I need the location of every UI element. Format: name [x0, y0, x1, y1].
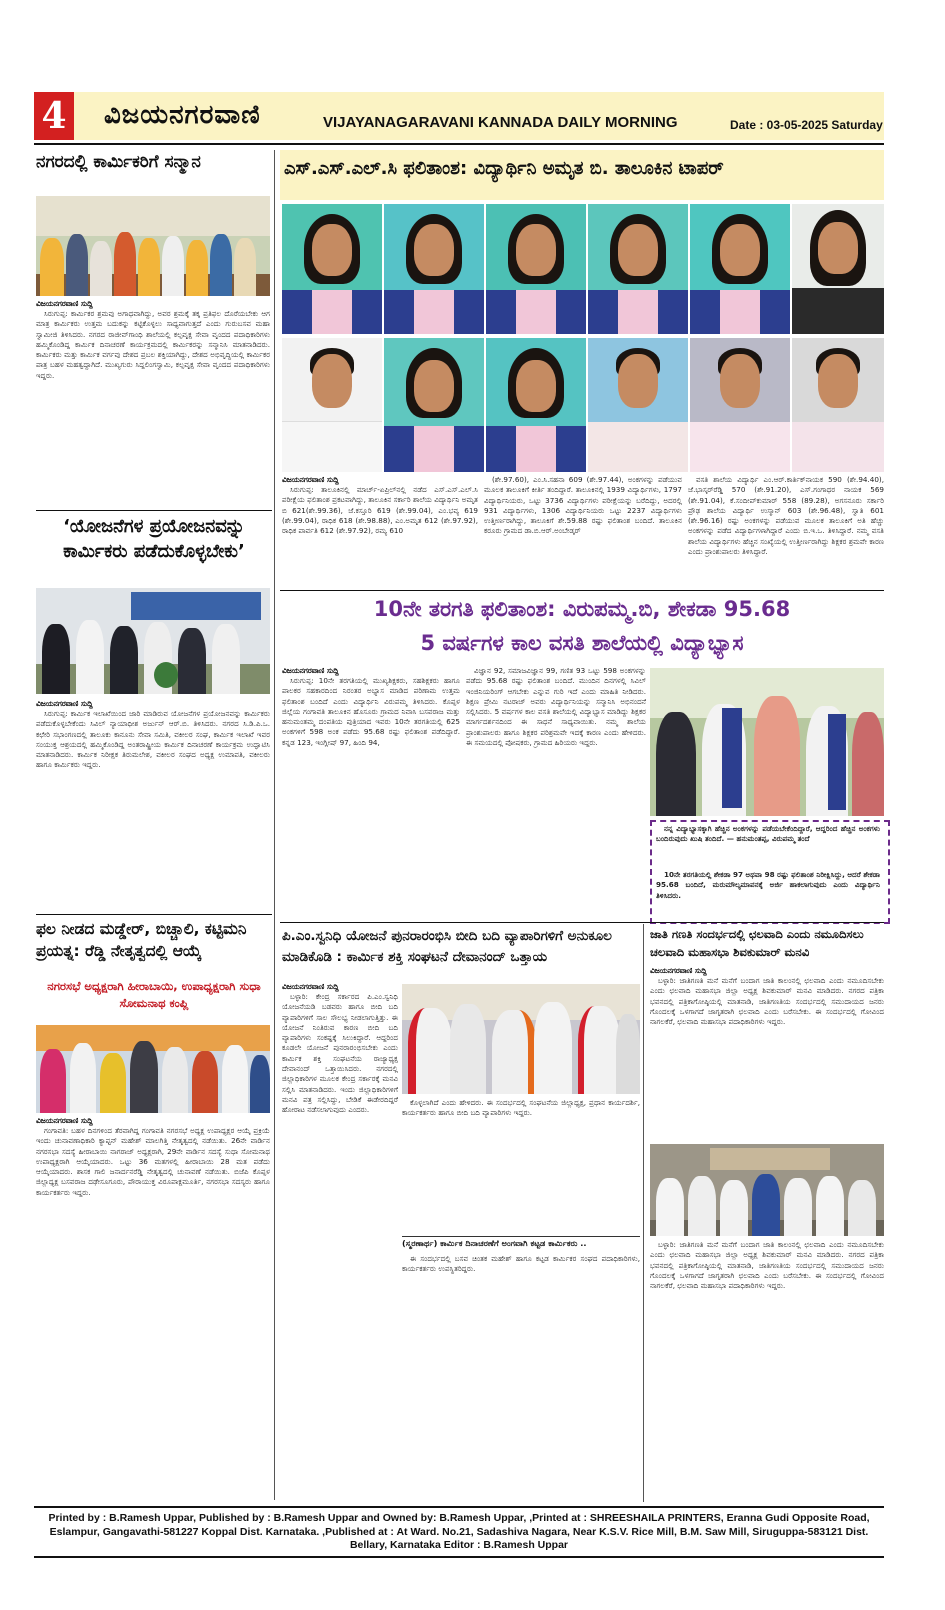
- caste-body: ಬಳ್ಳಾರಿ: ಜಾತಿಗಣತಿ ಮನೆ ಮನೆಗೆ ಬಂದಾಗ ಜಾತಿ ಕಾಲಂನಲ್ಲಿ ಛಲವಾದಿ ಎಂದು ನಮೂದಿಸಬೇಕು ಎಂದು ಛಲವಾದಿ ಮಹಾಸಭಾ ಜಿಲ್ಲಾ ಅಧ್ಯಕ್ಷ ಶಿವಕುಮಾರ್ ಮನವಿ ಮಾಡಿದರು. ನಗರದ ಪತ್ರಿಕಾ ಭವನದಲ್ಲಿ ಪತ್ರಿಕಾಗೋಷ್ಠಿಯಲ್ಲಿ ಮಾತನಾಡಿ, ಜಾತಿಗಣತಿಯ ಸಂದರ್ಭದಲ್ಲಿ ಸಮುದಾಯದ ಜನರು ಗೊಂದಲಕ್ಕೆ ಒಳಗಾಗದೆ ಜಾಗೃತರಾಗಿ ಛಲವಾದಿ ಎಂದು ಬರೆಸಬೇಕು. ಈ ಸಂದರ್ಭದಲ್ಲಿ ಗೋವಿಂದ ನಾಗಲಕೆರೆ, ಛಲವಾದಿ ಮಹಾಸಭಾ ಪದಾಧಿಕಾರಿಗಳು ಇದ್ದರು.: [650, 976, 884, 1027]
- pm-box-title: (ಸ್ಮರಣಾರ್ಥ) ಕಾರ್ಮಿಕ ದಿನಾಚರಣೆಗೆ ಅಂಗವಾಗಿ ಕಟ್ಟಡ ಕಾರ್ಮಿಕರು ..: [402, 1238, 587, 1248]
- pm-photo: [402, 984, 640, 1094]
- caste-photo: [650, 1144, 884, 1236]
- imprint-line-1: Printed by : B.Ramesh Uppar, Published by : B.Ramesh Uppar and Owned by: B.Ramesh Uppar, ,Printed at : SHREESHAILA PRINTERS, Eranna Gudi Opposite Road,: [48, 1512, 870, 1524]
- result-body-col1: ಸಿರುಗುಪ್ಪ: 10ನೇ ತರಗತಿಯಲ್ಲಿ ಮುಖ್ಯಶಿಕ್ಷಕರು, ಸಹಶಿಕ್ಷಕರು ಹಾಗೂ ಪಾಲಕರ ಸಹಕಾರದಿಂದ ನಿರಂತರ ಅಭ್ಯಾಸ ಮಾಡಿದ ಪರಿಣಾಮ ಉತ್ತಮ ಫಲಿತಾಂಶ ಬಂದಿದೆ ಎಂದು ವಿದ್ಯಾರ್ಥಿನಿ ವಿರುಪಮ್ಮ ತಿಳಿಸಿದರು. ಕೊಪ್ಪಳ ಜಿಲ್ಲೆಯ ಗಂಗಾವತಿ ತಾಲೂಕಿನ ಹೊಸೂರು ಗ್ರಾಮದ ನಿವಾಸಿ ಬಸವರಾಜ ಮತ್ತು ಹನುಮಂತಮ್ಮ ದಂಪತಿಯ ಪುತ್ರಿಯಾದ ಇವರು 10ನೇ ತರಗತಿಯಲ್ಲಿ 625 ಅಂಕಗಳಿಗೆ 598 ಅಂಕ ಪಡೆದು 95.68 ರಷ್ಟು ಫಲಿತಾಂಶ ಪಡೆದಿದ್ದಾರೆ. ಕನ್ನಡ 123, ಇಂಗ್ಲೀಷ್ 97, ಹಿಂದಿ 94,: [282, 676, 460, 747]
- result-note-text: 10ನೇ ತರಗತಿಯಲ್ಲಿ ಶೇಕಡಾ 97 ಅಥವಾ 98 ರಷ್ಟು ಫಲಿತಾಂಶ ನಿರೀಕ್ಷಿಸಿದ್ದು, ಆದರೆ ಶೇಕಡಾ 95.68 ಬಂದಿದೆ, ಮರುಮೌಲ್ಯಮಾಪನಕ್ಕೆ ಅರ್ಜಿ ಹಾಕಲಾಗುವುದು ಎಂದು ವಿದ್ಯಾರ್ಥಿನಿ ತಿಳಿಸಿದರು.: [656, 870, 880, 900]
- left-story3-body: ಗಂಗಾವತಿ: ಬಹಳ ದಿನಗಳಿಂದ ತೆರವಾಗಿದ್ದ ಗಂಗಾವತಿ ನಗರಸಭೆ ಅಧ್ಯಕ್ಷ ಉಪಾಧ್ಯಕ್ಷರ ಆಯ್ಕೆ ಪ್ರಕ್ರಿಯೆ ಇಂದು ಚುನಾವಣಾಧಿಕಾರಿ ಕ್ಯಾಪ್ಟನ್ ಮಹೇಶ್ ಮಾಲಗಿತ್ತಿ ನೇತೃತ್ವದಲ್ಲಿ ನಡೆಯಿತು. 26ನೇ ವಾರ್ಡಿನ ನಗರಸಭಾ ಸದಸ್ಯೆ ಹೀರಾಬಾಯಿ ನಾಗರಾಜ್ ಅಧ್ಯಕ್ಷರಾಗಿ, 29ನೇ ವಾರ್ಡಿನ ಸದಸ್ಯೆ ಸುಧಾ ಸೋಮನಾಥ ಉಪಾಧ್ಯಕ್ಷರಾಗಿ ಆಯ್ಕೆಯಾದರು. ಒಟ್ಟು 36 ಮತಗಳಲ್ಲಿ ಹೀರಾಬಾಯಿ 28 ಮತ ಪಡೆದು ಆಯ್ಕೆಯಾದರು. ಶಾಸಕ ಗಾಲಿ ಜನಾರ್ದನರೆಡ್ಡಿ ನೇತೃತ್ವದಲ್ಲಿ ಚುನಾವಣೆ ನಡೆಯಿತು. ಬಿಜೆಪಿ ಕೊಪ್ಪಳ ಜಿಲ್ಲಾಧ್ಯಕ್ಷ ಬಸವರಾಜ ದಢೇಸೂಗೂರು, ಪೌರಾಯುಕ್ತ ವಿರೂಪಾಕ್ಷಮೂರ್ತಿ, ನಗರಸಭಾ ಸದಸ್ಯರು ಹಾಗೂ ಕಾರ್ಯಕರ್ತರು ಇದ್ದರು.: [36, 1126, 270, 1197]
- result-headline-2: 5 ವರ್ಷಗಳ ಕಾಲ ವಸತಿ ಶಾಲೆಯಲ್ಲಿ ವಿದ್ಯಾಭ್ಯಾಸ: [420, 631, 744, 655]
- topper-portrait: [384, 338, 484, 472]
- ssl-body-col3: ವಸತಿ ಶಾಲೆಯ ವಿದ್ಯಾರ್ಥಿ ಎಂ.ಆರ್.ಕಾರ್ತಿಕ್‌ನಾಯಕ 590 (ಶೇ.94.40), ಜೆ.ಭಾಸ್ಕರ್‌ರೆಡ್ಡಿ 570 (ಶೇ.91.20), ಎಸ್.ಗಂಗಾಧರ ನಾಯಕ 569 (ಶೇ.91.04), ಕೆ.ಸಂದೀಪ್‌ಕುಮಾರ್ 558 (89.28), ಅಗಸನೂರು ಸರ್ಕಾರಿ ಪ್ರೌಢ ಶಾಲೆಯ ವಿದ್ಯಾರ್ಥಿ ಉಸ್ಮಾನ್ 603 (ಶೇ.96.48), ಸ್ವಾತಿ 601 (ಶೇ.96.16) ರಷ್ಟು ಅಂಕಗಳನ್ನು ಪಡೆಯುವ ಮೂಲಕ ತಾಲೂಕಿಗೆ ಅತಿ ಹೆಚ್ಚು ಅಂಕಗಳನ್ನು ಪಡೆದ ವಿದ್ಯಾರ್ಥಿಗಳಾಗಿದ್ದಾರೆ ಎಂದು ಬಿ.ಇ.ಒ. ತಿಳಿಸಿದ್ದಾರೆ. ನಮ್ಮ ವಸತಿ ಶಾಲೆಯ ವಿದ್ಯಾರ್ಥಿಗಳು ಹೆಚ್ಚಿನ ಸಂಖ್ಯೆಯಲ್ಲಿ ಉತ್ತೀರ್ಣರಾಗಿದ್ದು ಶಿಕ್ಷಕರ ಶ್ರಮವೇ ಕಾರಣ ಎಂದು ಪ್ರಾಂಶುಪಾಲರು ತಿಳಿಸಿದ್ದಾರೆ.: [688, 475, 884, 557]
- result-body-col2: ವಿಜ್ಞಾನ 92, ಸಮಾಜವಿಜ್ಞಾನ 99, ಗಣಿತ 93 ಒಟ್ಟು 598 ಅಂಕಗಳನ್ನು ಪಡೆದು 95.68 ರಷ್ಟು ಫಲಿತಾಂಶ ಬಂದಿದೆ. ಮುಂದಿನ ದಿನಗಳಲ್ಲಿ ಸಿವಿಲ್ ಇಂಜಿನಿಯರಿಂಗ್ ಆಗಬೇಕು ಎನ್ನುವ ಗುರಿ ಇದೆ ಎಂದು ಮಾಹಿತಿ ನೀಡಿದರು. ಶಿಕ್ಷಣ ಪ್ರೇಮಿ ನಟರಾಜ್ ಅವರು ವಿದ್ಯಾರ್ಥಿನಿಯನ್ನು ಸನ್ಮಾನಿಸಿ ಅಭಿನಂದನೆ ಸಲ್ಲಿಸಿದರು. 5 ವರ್ಷಗಳ ಕಾಲ ವಸತಿ ಶಾಲೆಯಲ್ಲಿ ವಿದ್ಯಾಭ್ಯಾಸ ಮಾಡಿದ್ದು ಶಿಕ್ಷಕರ ಮಾರ್ಗದರ್ಶನದಿಂದ ಈ ಸಾಧನೆ ಸಾಧ್ಯವಾಯಿತು. ನಮ್ಮ ಶಾಲೆಯ ಪ್ರಾಂಶುಪಾಲರು ಹಾಗೂ ಶಿಕ್ಷಕರ ಪರಿಶ್ರಮವೇ ಇದಕ್ಕೆ ಕಾರಣ ಎಂದು ಹೇಳಿದರು. ಈ ಸಮಯದಲ್ಲಿ ಪೋಷಕರು, ಗ್ರಾಮದ ಹಿರಿಯರು ಇದ್ದರು.: [466, 666, 646, 748]
- topper-portrait: [690, 338, 790, 472]
- pm-box-body: ಈ ಸಂದರ್ಭದಲ್ಲಿ ಬಸವ ಚಿಂತಕ ಮಹೇಶ್ ಹಾಗೂ ಕಟ್ಟಡ ಕಾರ್ಮಿಕರ ಸಂಘದ ಪದಾಧಿಕಾರಿಗಳು, ಕಾರ್ಯಕರ್ತರು ಉಪಸ್ಥಿತರಿದ್ದರು.: [402, 1254, 640, 1274]
- ssl-byline: ವಿಜಯನಗರವಾಣಿ ಸುದ್ದಿ: [282, 475, 339, 484]
- left-story1-byline: ವಿಜಯನಗರವಾಣಿ ಸುದ್ದಿ: [36, 299, 93, 308]
- topper-portrait: [282, 204, 382, 334]
- pm-headline: ಪಿ.ಎಂ.ಸ್ವನಿಧಿ ಯೋಜನೆ ಪುನರಾರಂಭಿಸಿ ಬೀದಿ ಬದಿ ವ್ಯಾಪಾರಿಗಳಿಗೆ ಅನುಕೂಲ ಮಾಡಿಕೊಡಿ : ಕಾರ್ಮಿಕ ಶಕ್ತಿ ಸಂಘಟನೆ ದೇವಾನಂದ್ ಒತ್ತಾಯ: [282, 928, 612, 965]
- left-story1-body: ಸಿರುಗುಪ್ಪ: ಕಾರ್ಮಿಕರ ಶ್ರಮವು ಅಗಾಧವಾಗಿದ್ದು, ಅವರ ಶ್ರಮಕ್ಕೆ ತಕ್ಕ ಪ್ರತಿಫಲ ದೊರೆಯಬೇಕು ಆಗ ಮಾತ್ರ ಕಾರ್ಮಿಕರು ಉತ್ತಮ ಬದುಕನ್ನು ಕಟ್ಟಿಕೊಳ್ಳಲು ಸಾಧ್ಯವಾಗುತ್ತದೆ ಎಂದು ಗುರುಬಸವ ಮಹಾ ಸ್ವಾಮೀಜಿ ತಿಳಿಸಿದರು. ನಗರದ ರಾಜೀವ್‌ಗಾಂಧಿ ಶಾಲೆಯಲ್ಲಿ ಕಲ್ಪವೃಕ್ಷ ಸೇವಾ ವೃಂದದ ಪದಾಧಿಕಾರಿಗಳು ಹಮ್ಮಿಕೊಂಡಿದ್ದ ಕಾರ್ಮಿಕ ದಿನಾಚರಣೆ ಕಾರ್ಯಕ್ರಮದಲ್ಲಿ ಕಾರ್ಮಿಕರನ್ನು ಸನ್ಮಾನಿಸಿ ಮಾತನಾಡಿದರು. ಕಾರ್ಮಿಕರು ಮತ್ತು ಕಾರ್ಮಿಕ ವರ್ಗವು ದೇಶದ ಪ್ರಬಲ ಶಕ್ತಿಯಾಗಿದ್ದು, ದೇಶದ ಅಭಿವೃದ್ಧಿಯಲ್ಲಿ ಕಾರ್ಮಿಕರ ಪಾತ್ರ ಬಹಳ ಮಹತ್ವದ್ದಾಗಿದೆ. ಮುಖ್ಯಗುರು ಸಿದ್ದಲಿಂಗಸ್ವಾಮಿ, ಕಲ್ಪವೃಕ್ಷ ಸೇವಾ ವೃಂದದ ಪದಾಧಿಕಾರಿಗಳು ಇದ್ದರು.: [36, 309, 270, 380]
- masthead-rule: [34, 143, 884, 145]
- result-bottom-rule: [280, 922, 884, 923]
- pm-body-col1: ಬಳ್ಳಾರಿ: ಕೇಂದ್ರ ಸರ್ಕಾರದ ಪಿ.ಎಂ.ಸ್ವನಿಧಿ ಯೋಜನೆಯಡಿ ಬಡವರು ಹಾಗೂ ಬೀದಿ ಬದಿ ವ್ಯಾಪಾರಿಗಳಿಗೆ ಸಾಲ ಸೌಲಭ್ಯ ನೀಡಲಾಗುತ್ತಿತ್ತು. ಈ ಯೋಜನೆ ನಿಂತಿರುವ ಕಾರಣ ಬೀದಿ ಬದಿ ವ್ಯಾಪಾರಿಗಳು ಸಂಕಷ್ಟಕ್ಕೆ ಸಿಲುಕಿದ್ದಾರೆ. ಆದ್ದರಿಂದ ಕೂಡಲೇ ಯೋಜನೆ ಪುನರಾರಂಭಿಸಬೇಕು ಎಂದು ಕಾರ್ಮಿಕ ಶಕ್ತಿ ಸಂಘಟನೆಯ ರಾಜ್ಯಾಧ್ಯಕ್ಷ ದೇವಾನಂದ್ ಒತ್ತಾಯಿಸಿದರು. ನಗರದಲ್ಲಿ ಜಿಲ್ಲಾಧಿಕಾರಿಗಳ ಮೂಲಕ ಕೇಂದ್ರ ಸರ್ಕಾರಕ್ಕೆ ಮನವಿ ಸಲ್ಲಿಸಿ ಮಾತನಾಡಿದರು. ಇಂದು ಜಿಲ್ಲಾಧಿಕಾರಿಗಳಿಗೆ ಮನವಿ ಪತ್ರ ಸಲ್ಲಿಸಿದ್ದು, ಬೇಡಿಕೆ ಈಡೇರದಿದ್ದರೆ ಹೋರಾಟ ನಡೆಸಲಾಗುವುದು ಎಂದರು.: [282, 992, 398, 1115]
- left-story1-photo: [36, 196, 270, 296]
- result-byline: ವಿಜಯನಗರವಾಣಿ ಸುದ್ದಿ: [282, 666, 339, 675]
- topper-portrait: [588, 204, 688, 334]
- topper-portrait: [588, 338, 688, 472]
- imprint-line-3: Bellary, Karnataka Editor : B.Ramesh Uppar: [349, 1539, 569, 1551]
- caste-headline: ಜಾತಿ ಗಣತಿ ಸಂದರ್ಭದಲ್ಲಿ ಛಲವಾದಿ ಎಂದು ನಮೂದಿಸಲು ಚಲವಾದಿ ಮಹಾಸಭಾ ಶಿವಕುಮಾರ್ ಮನವಿ: [650, 927, 864, 959]
- paper-name-kannada: ವಿಜಯನಗರವಾಣಿ: [104, 100, 261, 130]
- topper-portrait: [486, 338, 586, 472]
- topper-portrait: [486, 204, 586, 334]
- caste-byline: ವಿಜಯನಗರವಾಣಿ ಸುದ್ದಿ: [650, 966, 707, 975]
- issue-date: Date : 03-05-2025 Saturday: [730, 118, 883, 132]
- result-quote-text: ನನ್ನ ವಿದ್ಯಾಭ್ಯಾಸಕ್ಕಾಗಿ ಹೆಚ್ಚಿನ ಅಂಕಗಳನ್ನು ಪಡೆಯಬೇಕೆಂದಿದ್ದಾರೆ, ಆದ್ದರಿಂದ ಹೆಚ್ಚಿನ ಅಂಕಗಳು ಬಂದಿರುವುದು ಖುಷಿ ತಂದಿದೆ. — ಹನುಮಂತಪ್ಪ, ವಿರುಪಮ್ಮ ತಂದೆ: [656, 824, 880, 844]
- ssl-body-col1: ಸಿರುಗುಪ್ಪ: ತಾಲೂಕಿನಲ್ಲಿ ಮಾರ್ಚ್-ಏಪ್ರಿಲ್‌ನಲ್ಲಿ ನಡೆದ ಎಸ್.ಎಸ್.ಎಲ್.ಸಿ ಪರೀಕ್ಷೆಯ ಫಲಿತಾಂಶ ಪ್ರಕಟವಾಗಿದ್ದು, ತಾಲೂಕಿನ ಸರ್ಕಾರಿ ಶಾಲೆಯ ವಿದ್ಯಾರ್ಥಿನಿ ಅಮೃತ ಬಿ 621(ಶೇ.99.36), ಜೆ.ಕಸ್ತೂರಿ 619 (ಶೇ.99.04), ಎಂ.ಭವ್ಯ 619 (ಶೇ.99.04), ರಾಧಿಕ 618 (ಶೇ.98.88), ಎಂ.ಅಮೃತ 612 (ಶೇ.97.92), ರಾಧಿಕ ಪಾರ್ವತಿ 612 (ಶೇ.97.92), ರಮ್ಯ 610: [282, 485, 478, 536]
- imprint-footer: [34, 1512, 884, 1553]
- footer-rule-top: [34, 1506, 884, 1508]
- footer-rule-bottom: [34, 1556, 884, 1558]
- result-family-photo: [650, 668, 884, 816]
- left-story3-headline: ಫಲ ನೀಡದ ಮಡ್ಡೇರ್, ಬಿಚ್ಚಾಲಿ, ಕಟ್ಟಿಮನಿ ಪ್ರಯತ್ನ: ರೆಡ್ಡಿ ನೇತೃತ್ವದಲ್ಲಿ ಆಯ್ಕೆ: [36, 920, 247, 961]
- column-divider-right: [643, 924, 644, 1502]
- left-story2-headline: ‘ಯೋಜನೆಗಳ ಪ್ರಯೋಜನವನ್ನು ಕಾರ್ಮಿಕರು ಪಡೆದುಕೊಳ್ಳಬೇಕು’: [63, 516, 245, 563]
- left-story2-body: ಸಿರುಗುಪ್ಪ: ಕಾರ್ಮಿಕ ಇಲಾಖೆಯಿಂದ ಜಾರಿ ಮಾಡಿರುವ ಯೋಜನೆಗಳ ಪ್ರಯೋಜನವನ್ನು ಕಾರ್ಮಿಕರು ಪಡೆದುಕೊಳ್ಳಬೇಕೆಂದು ಸಿವಿಲ್ ನ್ಯಾಯಾಧೀಶ ಅರ್ಜುನ್ ಆರ್.ಬಿ. ತಿಳಿಸಿದರು. ನಗರದ ಸಿ.ಡಿ.ಪಿ.ಒ. ಕಛೇರಿ ಸಭಾಂಗಣದಲ್ಲಿ ತಾಲೂಕು ಕಾನೂನು ಸೇವಾ ಸಮಿತಿ, ವಕೀಲರ ಸಂಘ, ಕಾರ್ಮಿಕ ಇಲಾಖೆ ಇವರ ಸಂಯುಕ್ತ ಆಶ್ರಯದಲ್ಲಿ ಹಮ್ಮಿಕೊಂಡಿದ್ದ ಅಂತರಾಷ್ಟ್ರೀಯ ಕಾರ್ಮಿಕ ದಿನಾಚರಣೆ ಕಾರ್ಯಕ್ರಮ ಉದ್ಘಾಟಿಸಿ ಮಾತನಾಡಿದರು. ಕಾರ್ಮಿಕ ನಿರೀಕ್ಷಕ ತಿರುಮಲೇಶ, ವಕೀಲರ ಸಂಘದ ಅಧ್ಯಕ್ಷ ಉಮಾಪತಿ, ವಕೀಲರು ಹಾಗೂ ಕಾರ್ಮಿಕರು ಇದ್ದರು.: [36, 709, 270, 770]
- left-story1-headline: ನಗರದಲ್ಲಿ ಕಾರ್ಮಿಕರಿಗೆ ಸನ್ಮಾನ: [36, 152, 201, 172]
- pm-byline: ವಿಜಯನಗರವಾಣಿ ಸುದ್ದಿ: [282, 982, 339, 991]
- topper-portrait: [690, 204, 790, 334]
- topper-portrait: [792, 204, 884, 334]
- caste-body-continued: ಬಳ್ಳಾರಿ: ಜಾತಿಗಣತಿ ಮನೆ ಮನೆಗೆ ಬಂದಾಗ ಜಾತಿ ಕಾಲಂನಲ್ಲಿ ಛಲವಾದಿ ಎಂದು ನಮೂದಿಸಬೇಕು ಎಂದು ಛಲವಾದಿ ಮಹಾಸಭಾ ಜಿಲ್ಲಾ ಅಧ್ಯಕ್ಷ ಶಿವಕುಮಾರ್ ಮನವಿ ಮಾಡಿದರು. ನಗರದ ಪತ್ರಿಕಾ ಭವನದಲ್ಲಿ ಪತ್ರಿಕಾಗೋಷ್ಠಿಯಲ್ಲಿ ಮಾತನಾಡಿ, ಜಾತಿಗಣತಿಯ ಸಂದರ್ಭದಲ್ಲಿ ಸಮುದಾಯದ ಜನರು ಗೊಂದಲಕ್ಕೆ ಒಳಗಾಗದೆ ಜಾಗೃತರಾಗಿ ಛಲವಾದಿ ಎಂದು ಬರೆಸಬೇಕು. ಈ ಸಂದರ್ಭದಲ್ಲಿ ಗೋವಿಂದ ನಾಗಲಕೆರೆ, ಛಲವಾದಿ ಮಹಾಸಭಾ ಪದಾಧಿಕಾರಿಗಳು ಇದ್ದರು.: [650, 1240, 884, 1291]
- ssl-body-col2: (ಶೇ.97.60), ಎಂ.ಸಿ.ಸಹನಾ 609 (ಶೇ.97.44), ಅಂಕಗಳನ್ನು ಪಡೆಯುವ ಮೂಲಕ ತಾಲೂಕಿಗೆ ಕೀರ್ತಿ ತಂದಿದ್ದಾರೆ. ತಾಲೂಕಿನಲ್ಲಿ 1939 ವಿದ್ಯಾರ್ಥಿಗಳು, 1797 ವಿದ್ಯಾರ್ಥಿನಿಯರು, ಒಟ್ಟು 3736 ವಿದ್ಯಾರ್ಥಿಗಳು ಪರೀಕ್ಷೆಯನ್ನು ಬರೆದಿದ್ದು, ಅದರಲ್ಲಿ 931 ವಿದ್ಯಾರ್ಥಿಗಳು, 1306 ವಿದ್ಯಾರ್ಥಿನಿಯರು ಒಟ್ಟು 2237 ವಿದ್ಯಾರ್ಥಿಗಳು ಉತ್ತೀರ್ಣರಾಗಿದ್ದು, ತಾಲೂಕಿಗೆ ಶೇ.59.88 ರಷ್ಟು ಫಲಿತಾಂಶ ಬಂದಿದೆ. ತಾಲೂಕಿನ ಕರೂರು ಗ್ರಾಮದ ಡಾ.ಬಿ.ಆರ್.ಅಂಬೇಡ್ಕರ್: [484, 475, 682, 536]
- column-divider-left: [274, 150, 275, 1500]
- topper-portrait: [792, 338, 884, 472]
- left-story2-byline: ವಿಜಯನಗರವಾಣಿ ಸುದ್ದಿ: [36, 699, 93, 708]
- page-number: 4: [34, 92, 74, 140]
- topper-portrait: [282, 338, 382, 472]
- topper-portrait: [384, 204, 484, 334]
- ssl-bottom-rule: [280, 590, 884, 591]
- result-headline-1: 10ನೇ ತರಗತಿ ಫಲಿತಾಂಶ: ವಿರುಪಮ್ಮ.ಬಿ, ಶೇಕಡಾ 95.68: [373, 597, 791, 621]
- left-story2-photo: [36, 588, 270, 694]
- left-story3-byline: ವಿಜಯನಗರವಾಣಿ ಸುದ್ದಿ: [36, 1116, 93, 1125]
- paper-name-english: VIJAYANAGARAVANI KANNADA DAILY MORNING: [323, 114, 678, 131]
- toppers-photo-grid: [282, 204, 884, 472]
- pm-body-col2: ಕೊಳ್ಳಲಾಗಿದೆ ಎಂದು ಹೇಳಿದರು. ಈ ಸಂದರ್ಭದಲ್ಲಿ ಸಂಘಟನೆಯ ಜಿಲ್ಲಾಧ್ಯಕ್ಷ, ಪ್ರಧಾನ ಕಾರ್ಯದರ್ಶಿ, ಕಾರ್ಯಕರ್ತರು ಹಾಗೂ ಬೀದಿ ಬದಿ ವ್ಯಾಪಾರಿಗಳು ಇದ್ದರು.: [402, 1098, 640, 1118]
- imprint-line-2: Eslampur, Gangavathi-581227 Koppal Dist. Karnataka. ,Published at : At Ward. No.21, Sadashiva Nagara, Near K.S.V. Rice Mill, B.M. Saw Mill, Siruguppa-583121 Dist.: [49, 1525, 869, 1538]
- left-rule-2: [36, 510, 272, 511]
- left-story3-subhead: ನಗರಸಭೆ ಅಧ್ಯಕ್ಷರಾಗಿ ಹೀರಾಬಾಯಿ, ಉಪಾಧ್ಯಕ್ಷರಾಗಿ ಸುಧಾ ಸೋಮನಾಥ ಕಂಪ್ಲಿ: [47, 979, 261, 1010]
- left-story3-photo: [36, 1025, 270, 1113]
- ssl-headline: ಎಸ್.ಎಸ್.ಎಲ್.ಸಿ ಫಲಿತಾಂಶ: ವಿದ್ಯಾರ್ಥಿನಿ ಅಮೃತ ಬಿ. ತಾಲೂಕಿನ ಟಾಪರ್: [284, 158, 724, 179]
- left-rule-3: [36, 914, 272, 915]
